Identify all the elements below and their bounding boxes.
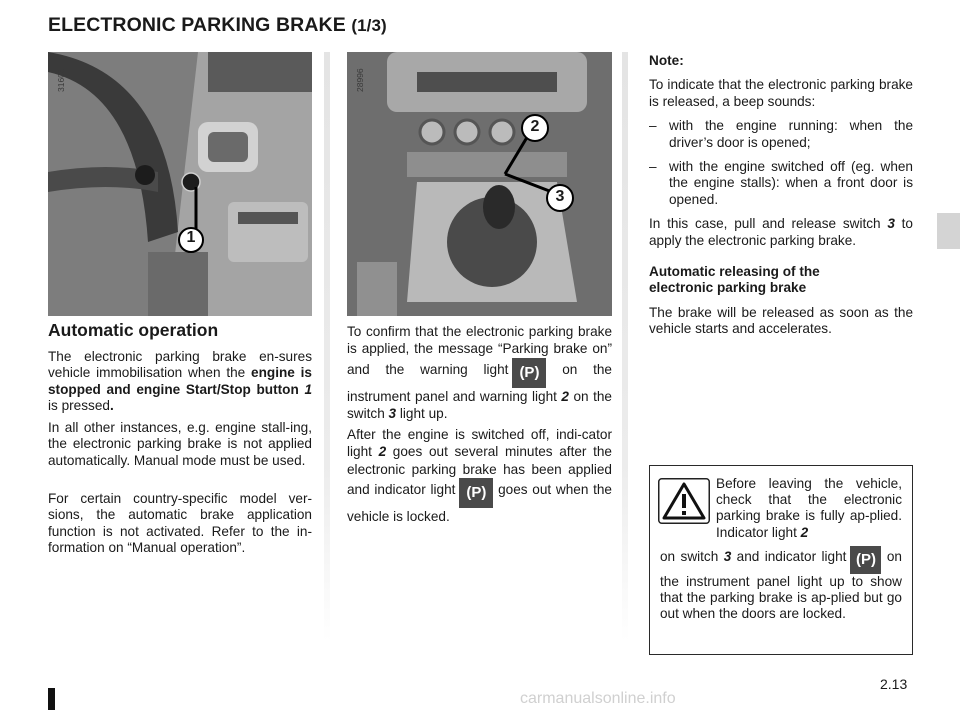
parking-brake-warning-light-icon: (P) <box>512 358 546 388</box>
console-illustration <box>347 52 612 316</box>
warning-triangle-icon <box>658 478 710 524</box>
watermark: carmanualsonline.info <box>520 690 676 707</box>
dashboard-photo <box>48 52 312 316</box>
auto-paragraph-2: In all other instances, e.g. engine stall-ing, the electronic parking brake is not applied automatically. Manual mode must be used. <box>48 420 312 468</box>
callout-1: 1 <box>186 229 196 246</box>
parking-brake-warning-light-icon: (P) <box>459 478 493 508</box>
auto-paragraph-3: For certain country-specific model ver-sions, the automatic brake application function is not activated. Refer to the in-formation on “Manual operation”. <box>48 491 312 556</box>
confirm-paragraph-1: To confirm that the electronic parking brake is applied, the message “Parking brake on” and the warning light (P) on the instrument panel and warning light 2 on the switch 3 light up. <box>347 324 612 422</box>
callout-2: 2 <box>530 118 540 135</box>
warning-box <box>649 465 913 655</box>
sub-heading: Automatic releasing of the electronic parking brake <box>649 264 820 296</box>
note-title: Note: <box>649 53 684 68</box>
column-divider <box>324 52 330 642</box>
parking-brake-warning-light-icon: (P) <box>850 546 881 574</box>
dashboard-illustration <box>48 52 312 316</box>
page-title <box>48 14 387 37</box>
note-list-item: – with the engine switched off (eg. when the engine stalls): when a front door is opened. <box>649 159 913 207</box>
page-number: 2.13 <box>880 676 908 692</box>
note-block <box>649 53 913 338</box>
note-paragraph-3: The brake will be released as soon as the vehicle starts and accelerates. <box>649 304 913 337</box>
photo-reference: 31606 <box>56 68 66 92</box>
callout-3: 3 <box>555 188 565 205</box>
title-text: ELECTRONIC PARKING BRAKE <box>48 14 346 36</box>
section-heading: Automatic operation <box>48 320 219 340</box>
note-paragraph-2: In this case, pull and release switch 3 to apply the electronic parking brake. <box>649 216 913 248</box>
confirm-paragraph-2: After the engine is switched off, indi-cator light 2 goes out several minutes after the electronic parking brake has been applied and indicator light (P) goes out when the vehicle is locked. <box>347 427 612 525</box>
section-tab <box>937 213 960 249</box>
note-list-item: – with the engine running: when the driver’s door is opened; <box>649 118 913 150</box>
title-part: (1/3) <box>351 16 387 35</box>
warning-text-top: Before leaving the vehicle, check that the electronic parking brake is fully ap-plied. Indicator light 2 <box>716 476 902 540</box>
corner-mark <box>48 688 55 710</box>
column-divider <box>622 52 628 642</box>
auto-paragraph-1: The electronic parking brake en-sures vehicle immobilisation when the engine is stopped and engine Start/Stop button 1 is pressed. <box>48 349 312 414</box>
photo-reference: 28996 <box>355 68 365 92</box>
note-paragraph-1: To indicate that the electronic parking brake is released, a beep sounds: <box>649 77 913 109</box>
warning-text-bottom: on switch 3 and indicator light (P) on the instrument panel light up to show that the parking brake is ap-plied but go out when the doors are locked. <box>660 546 902 623</box>
console-photo <box>347 52 612 316</box>
